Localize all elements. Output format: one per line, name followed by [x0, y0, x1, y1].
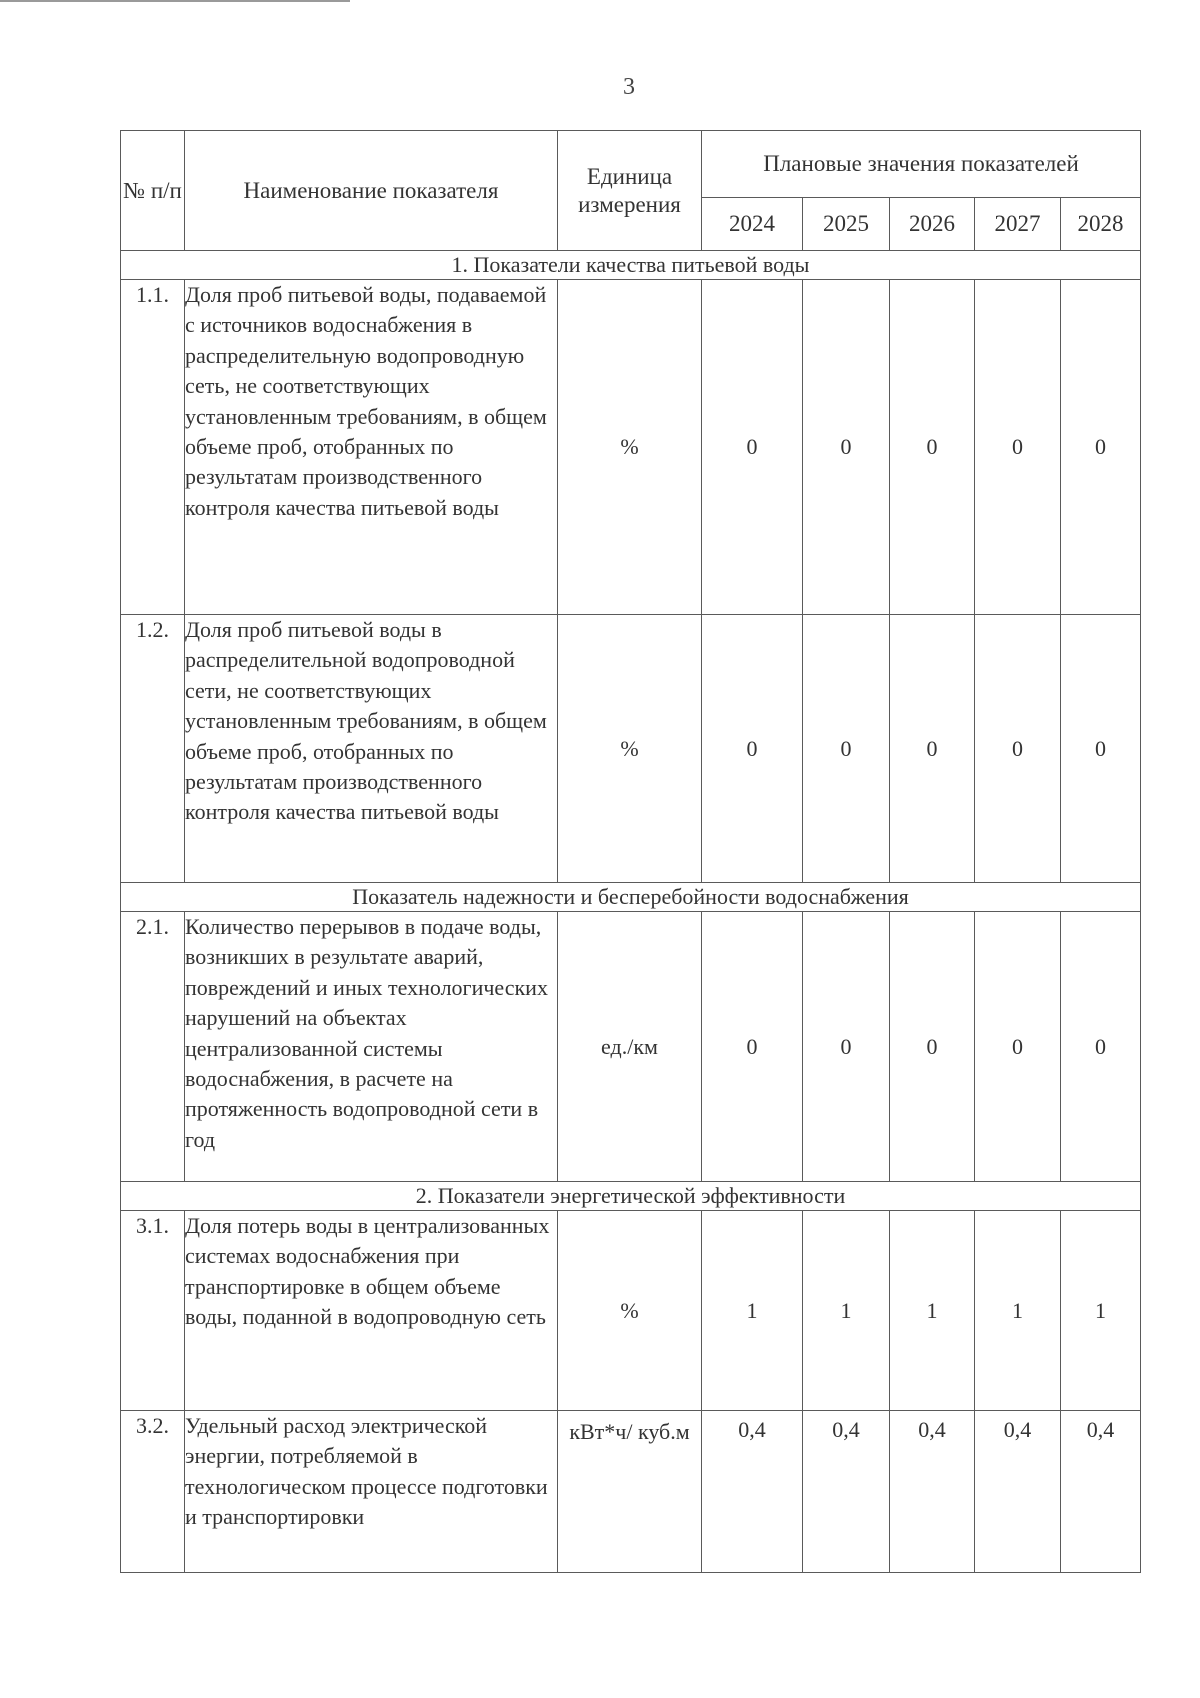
row-value: 0	[890, 280, 975, 615]
header-year: 2027	[975, 198, 1061, 251]
row-name: Доля проб питьевой воды в распределительной водопроводной сети, не соответствующих установленным требованиям, в общем объеме проб, отобранных по результатам производственного контроля качества питьевой воды	[185, 615, 558, 883]
header-number: № п/п	[121, 131, 185, 251]
table-row	[121, 615, 1141, 883]
section-title: 1. Показатели качества питьевой воды	[121, 251, 1141, 280]
header-row	[121, 131, 1141, 198]
row-number: 3.2.	[121, 1411, 185, 1573]
section-title: Показатель надежности и бесперебойности водоснабжения	[121, 883, 1141, 912]
row-number: 3.1.	[121, 1211, 185, 1411]
row-unit: кВт*ч/ куб.м	[558, 1411, 702, 1573]
row-name: Удельный расход электрической энергии, потребляемой в технологическом процессе подготовки и транспортировки	[185, 1411, 558, 1573]
row-value: 0	[975, 912, 1061, 1182]
row-number: 1.1.	[121, 280, 185, 615]
row-value: 1	[890, 1211, 975, 1411]
row-value: 0,4	[890, 1411, 975, 1573]
row-value: 0	[890, 912, 975, 1182]
scan-edge-line	[0, 0, 350, 2]
row-value: 0	[1061, 280, 1141, 615]
row-value: 0	[890, 615, 975, 883]
row-value: 1	[975, 1211, 1061, 1411]
section-title: 2. Показатели энергетической эффективности	[121, 1182, 1141, 1211]
row-number: 2.1.	[121, 912, 185, 1182]
table-row	[121, 1411, 1141, 1573]
section-title-row	[121, 251, 1141, 280]
row-unit: %	[558, 280, 702, 615]
section-title-row	[121, 883, 1141, 912]
row-unit: ед./км	[558, 912, 702, 1182]
row-value: 0	[702, 615, 803, 883]
row-value: 0	[702, 912, 803, 1182]
row-value: 1	[1061, 1211, 1141, 1411]
row-name: Доля проб питьевой воды, подаваемой с источников водоснабжения в распределительную водопроводную сеть, не соответствующих установленным требованиям, в общем объеме проб, отобранных по результатам производственного контроля качества питьевой воды	[185, 280, 558, 615]
row-value: 0,4	[803, 1411, 890, 1573]
row-number: 1.2.	[121, 615, 185, 883]
table-row	[121, 1211, 1141, 1411]
row-value: 0	[803, 280, 890, 615]
row-value: 1	[702, 1211, 803, 1411]
indicators-table	[120, 130, 1141, 1573]
row-value: 0,4	[1061, 1411, 1141, 1573]
row-name: Количество перерывов в подаче воды, возникших в результате аварий, повреждений и иных технологических нарушений на объектах централизованной системы водоснабжения, в расчете на протяженность водопроводной сети в год	[185, 912, 558, 1182]
header-planned: Плановые значения показателей	[702, 131, 1141, 198]
row-value: 0	[1061, 615, 1141, 883]
row-value: 0	[803, 912, 890, 1182]
header-year: 2028	[1061, 198, 1141, 251]
row-value: 0	[975, 280, 1061, 615]
header-year: 2026	[890, 198, 975, 251]
row-value: 0	[702, 280, 803, 615]
row-value: 0,4	[975, 1411, 1061, 1573]
row-value: 0	[1061, 912, 1141, 1182]
header-year: 2024	[702, 198, 803, 251]
row-value: 0,4	[702, 1411, 803, 1573]
header-unit: Единица измерения	[558, 131, 702, 251]
table-row	[121, 280, 1141, 615]
section-title-row	[121, 1182, 1141, 1211]
row-value: 0	[803, 615, 890, 883]
row-unit: %	[558, 615, 702, 883]
page-number: 3	[623, 74, 635, 100]
row-value: 1	[803, 1211, 890, 1411]
header-year: 2025	[803, 198, 890, 251]
row-value: 0	[975, 615, 1061, 883]
header-name: Наименование показателя	[185, 131, 558, 251]
table-row	[121, 912, 1141, 1182]
row-unit: %	[558, 1211, 702, 1411]
row-name: Доля потерь воды в централизованных системах водоснабжения при транспортировке в общем объеме воды, поданной в водопроводную сеть	[185, 1211, 558, 1411]
